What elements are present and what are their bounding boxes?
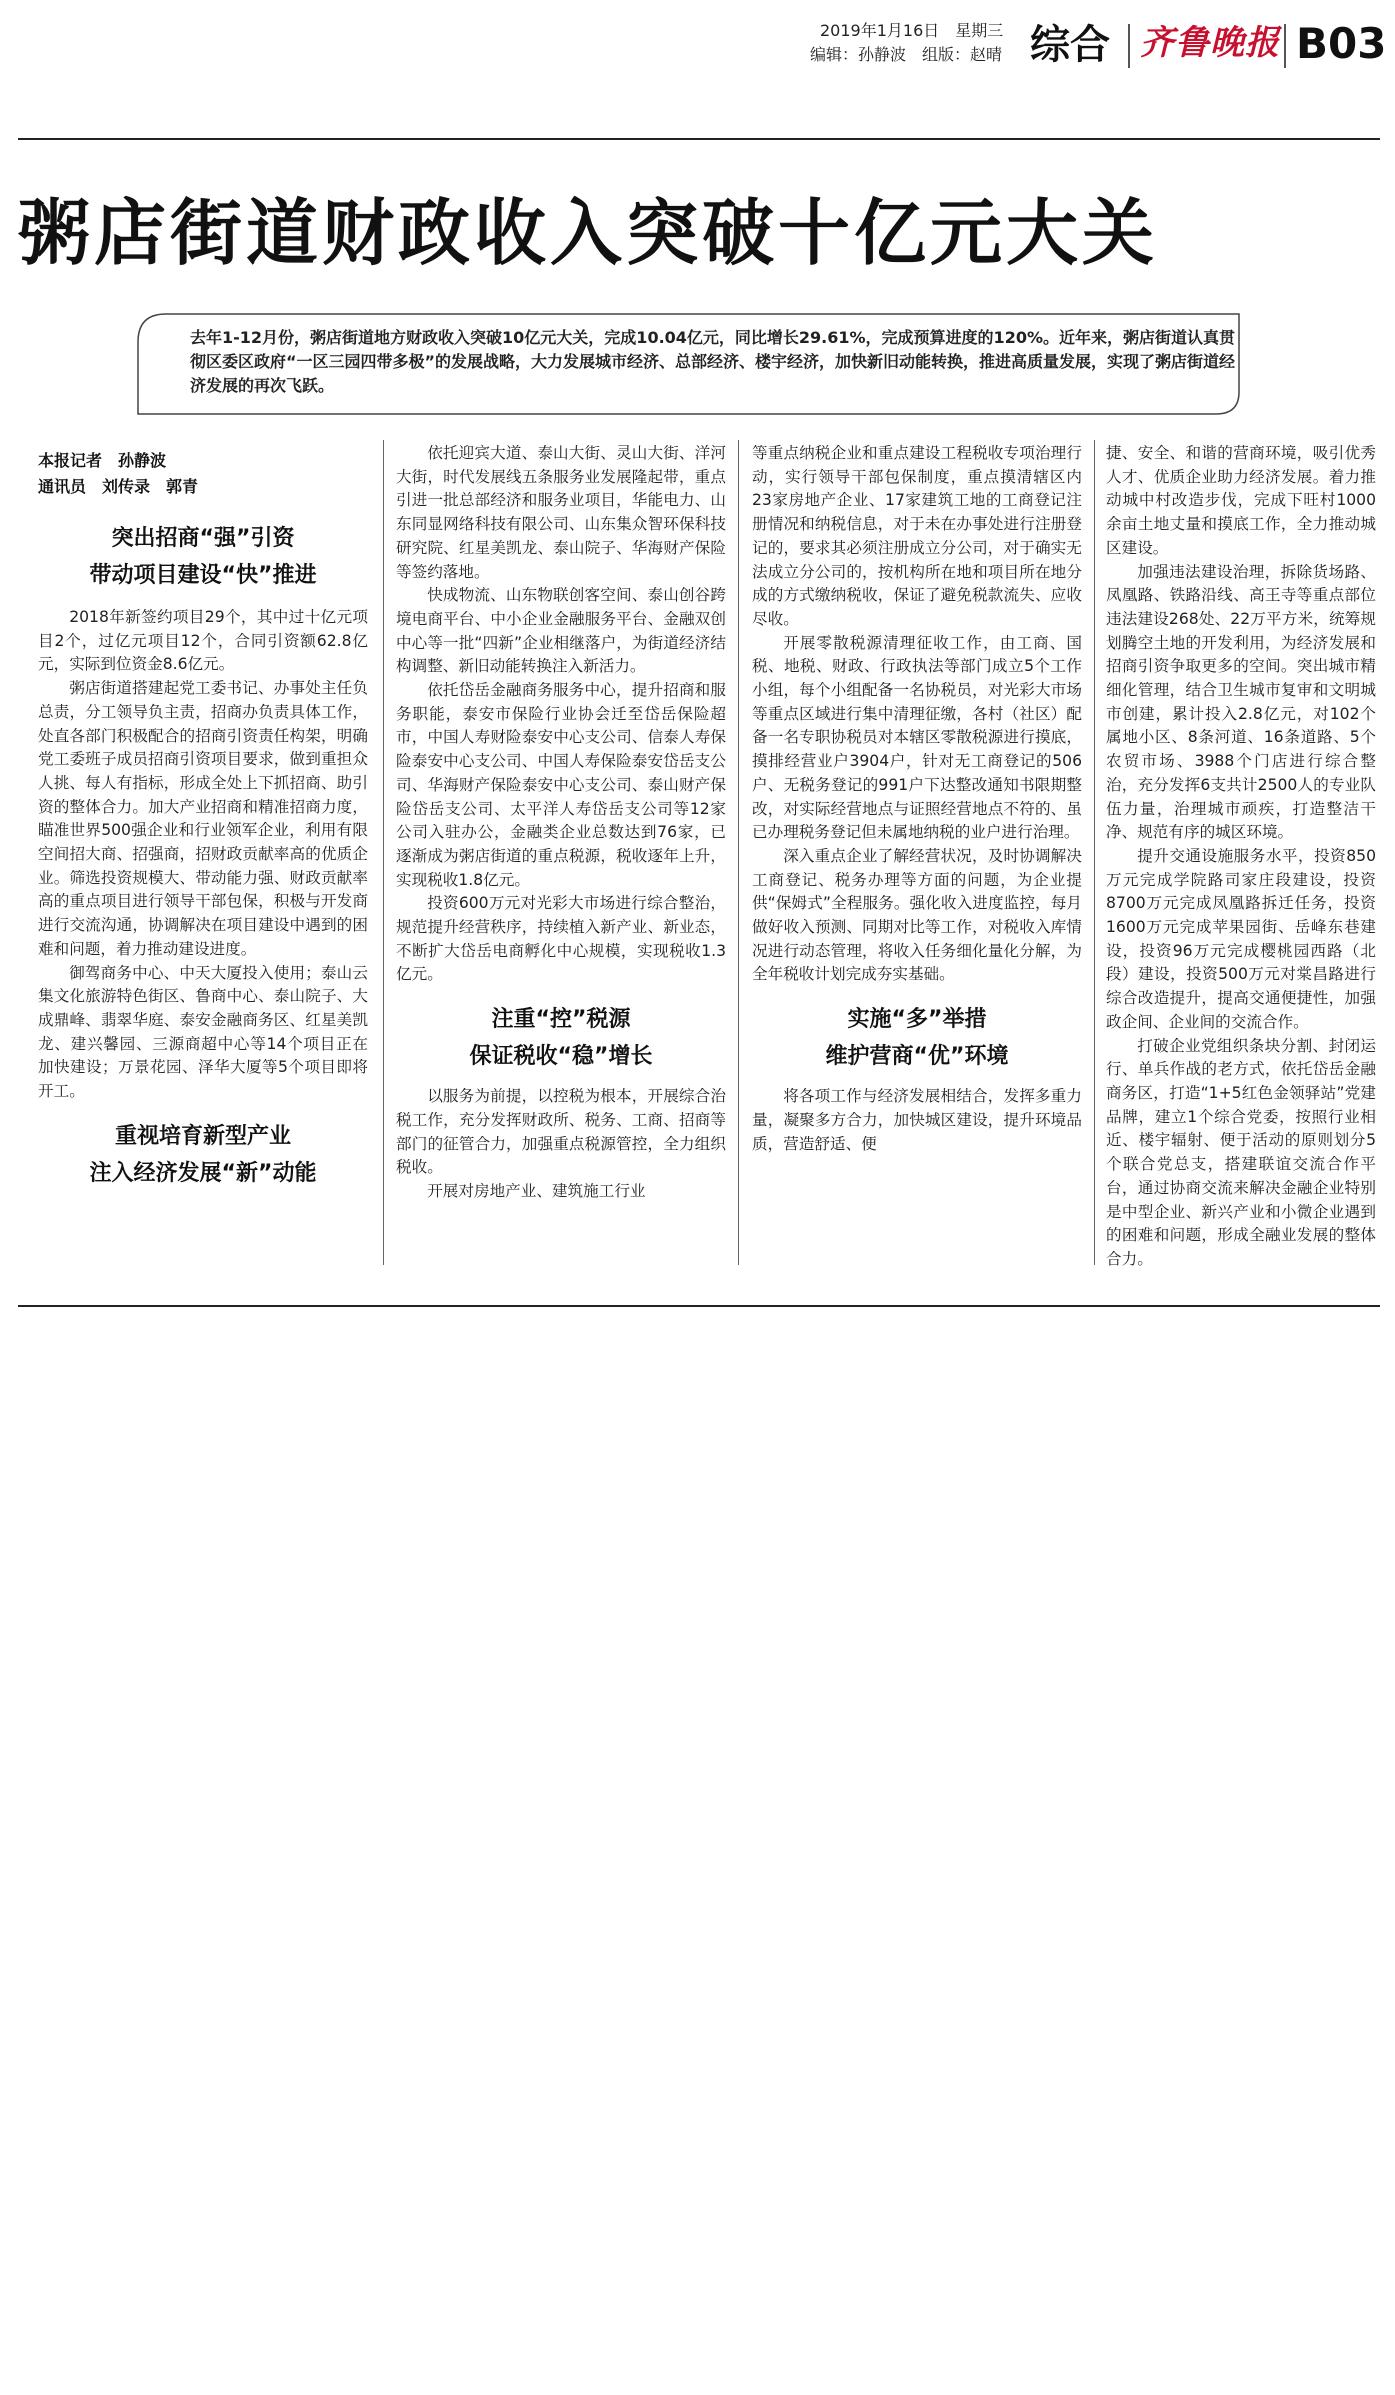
page-number: B03 bbox=[1296, 19, 1387, 68]
byline bbox=[38, 448, 368, 500]
subhead-2-line-2: 注入经济发展“新”动能 bbox=[89, 1160, 317, 1186]
headline: 粥店街道财政收入突破十亿元大关 bbox=[18, 191, 1159, 275]
column-divider bbox=[1094, 440, 1095, 1265]
paragraph: 打破企业党组织条块分割、封闭运行、单兵作战的老方式，依托岱岳金融商务区，打造“1+5红色金领驿站”党建品牌，建立1个综合党委，按照行业相近、楼宇辐射、便于活动的原则划分5个联合党总支，搭建联谊交流合作平台，通过协商交流来解决金融企业特别是中型企业、新兴产业和小微企业遇到的困难和问题，形成全融业发展的整体合力。 bbox=[1106, 1036, 1376, 1268]
subhead-1-line-2: 带动项目建设“快”推进 bbox=[89, 563, 317, 588]
paragraph: 开展对房地产业、建筑施工行业 bbox=[427, 1181, 646, 1200]
paragraph: 2018年新签约项目29个，其中过十亿元项目2个，过亿元项目12个，合同引资额62.8亿元，实际到位资金8.6亿元。 bbox=[38, 608, 368, 674]
subhead-4-line-2: 维护营商“优”环境 bbox=[825, 1044, 1009, 1070]
paragraph: 投资600万元对光彩大市场进行综合整治，规范提升经营秩序，持续植入新产业、新业态，不断扩大岱岳电商孵化中心规模，实现税收1.3亿元。 bbox=[396, 894, 726, 984]
subhead-4-line-1: 实施“多”举措 bbox=[847, 1007, 987, 1033]
column-4 bbox=[1106, 442, 1376, 1272]
summary-text: 去年1-12月份，粥店街道地方财政收入突破10亿元大关，完成10.04亿元，同比增长29.61%，完成预算进度的120%。近年来，粥店街道认真贯彻区委区政府“一区三园四带多极”的发展战略，大力发展城市经济、总部经济、楼宇经济，加快新旧动能转换，推进高质量发展，实现了粥店街道经济发展的再次飞跃。 bbox=[190, 328, 1236, 395]
newspaper-logo: 齐鲁晚报 bbox=[1140, 23, 1280, 63]
subhead-3-line-2: 保证税收“稳”增长 bbox=[469, 1044, 653, 1070]
column-divider bbox=[383, 440, 384, 1265]
paragraph: 捷、安全、和谐的营商环境，吸引优秀人才、优质企业助力经济发展。着力推动城中村改造步伐，完成下旺村1000余亩土地丈量和摸底工作，全力推动城区建设。 bbox=[1106, 444, 1376, 557]
paragraph: 开展零散税源清理征收工作，由工商、国税、地税、财政、行政执法等部门成立5个工作小组，每个小组配备一名协税员，对光彩大市场等重点区域进行集中清理征缴，各村（社区）配备一名专职协税员对本辖区零散税源进行摸底，摸排经营业户3904户，针对无工商登记的506户、无税务登记的991户下达整改通知书限期整改，对实际经营地点与证照经营地点不符的、虽已办理税务登记但未属地纳税的业户进行治理。 bbox=[752, 633, 1082, 842]
byline-reporter: 本报记者 孙静波 bbox=[38, 451, 167, 470]
editor-credits: 编辑：孙静波 组版：赵晴 bbox=[810, 45, 1003, 64]
subhead-2-line-1: 重视培育新型产业 bbox=[114, 1123, 291, 1149]
paragraph: 等重点纳税企业和重点建设工程税收专项治理行动，实行领导干部包保制度，重点摸清辖区内23家房地产企业、17家建筑工地的工商登记注册情况和纳税信息，对于未在办事处进行注册登记的，要求其必须注册成立分公司，对于确实无法成立分公司的，按机构所在地和项目所在地分成的方式缴纳税收，保证了避免税款流失、应收尽收。 bbox=[752, 444, 1082, 628]
paragraph: 御驾商务中心、中天大厦投入使用；泰山云集文化旅游特色街区、鲁商中心、泰山院子、大成鼎峰、翡翠华庭、泰安金融商务区、红星美凯龙、建兴馨园、三源商超中心等14个项目正在加快建设；万景花园、泽华大厦等5个项目即将开工。 bbox=[38, 963, 368, 1101]
paragraph: 以服务为前提，以控税为根本，开展综合治税工作，充分发挥财政所、税务、工商、招商等部门的征管合力，加强重点税源管控，全力组织税收。 bbox=[396, 1087, 726, 1177]
paragraph: 深入重点企业了解经营状况，及时协调解决工商登记、税务办理等方面的问题，为企业提供“保姆式”全程服务。强化收入进度监控，每月做好收入预测、同期对比等工作，对税收入库情况进行动态管理，将收入任务细化量化分解，为全年税收计划完成夯实基础。 bbox=[752, 846, 1082, 984]
subhead-3-line-1: 注重“控”税源 bbox=[491, 1007, 631, 1033]
column-divider bbox=[738, 440, 739, 1265]
bottom-rule bbox=[18, 1305, 1380, 1307]
header-rule bbox=[18, 138, 1380, 140]
issue-date: 2019年1月16日 星期三 bbox=[820, 21, 1004, 40]
paragraph: 将各项工作与经济发展相结合，发挥多重力量，凝聚多方合力，加快城区建设，提升环境品质，营造舒适、便 bbox=[752, 1087, 1082, 1153]
byline-correspondents: 通讯员 刘传录 郭青 bbox=[38, 477, 199, 496]
column-1 bbox=[38, 520, 368, 1192]
column-2 bbox=[396, 442, 726, 1204]
paragraph: 提升交通设施服务水平，投资850万元完成学院路司家庄段建设，投资8700万元完成凤凰路拆迁任务，投资1600万元完成苹果园街、岳峰东巷建设，投资96万元完成樱桃园西路（北段）建设，投资500万元对棠昌路进行综合改造提升，提高交通便捷性，加强政企间、企业间的交流合作。 bbox=[1106, 846, 1376, 1031]
header-divider bbox=[1128, 24, 1130, 68]
paragraph: 依托迎宾大道、泰山大街、灵山大街、洋河大街，时代发展线五条服务业发展隆起带，重点引进一批总部经济和服务业项目，华能电力、山东同显网络科技有限公司、山东集众智环保科技研究院、红星美凯龙、泰山院子、华海财产保险等签约落地。 bbox=[396, 444, 726, 581]
paragraph: 加强违法建设治理，拆除货场路、凤凰路、铁路沿线、高王寺等重点部位违法建设268处、22万平方米，统筹规划腾空土地的开发利用，为经济发展和招商引资争取更多的空间。突出城市精细化管理，结合卫生城市复审和文明城市创建，累计投入2.8亿元，对102个属地小区、8条河道、16条道路、5个农贸市场、3988个门店进行综合整治，充分发挥6支共计2500人的专业队伍力量，治理城市顽疾，打造整洁干净、规范有序的城区环境。 bbox=[1106, 562, 1376, 842]
paragraph: 粥店街道搭建起党工委书记、办事处主任负总责，分工领导负主责，招商办负责具体工作，处直各部门积极配合的招商引资责任构架，明确党工委班子成员招商引资项目要求，做到重担众人挑、每人有指标，形成全处上下抓招商、助引资的整体合力。加大产业招商和精准招商力度，瞄准世界500强企业和行业领军企业，利用有限空间招大商、招强商，招财政贡献率高的优质企业。筛选投资规模大、带动能力强、财政贡献率高的重点项目进行领导干部包保，积极与开发商进行交流沟通，协调解决在项目建设中遇到的困难和问题，着力推动建设进度。 bbox=[38, 679, 368, 958]
section-name: 综合 bbox=[1030, 22, 1110, 68]
column-3 bbox=[752, 442, 1082, 1156]
paragraph: 快成物流、山东物联创客空间、泰山创谷跨境电商平台、中小企业金融服务平台、金融双创中心等一批“四新”企业相继落户，为街道经济结构调整、新旧动能转换注入新活力。 bbox=[396, 586, 726, 676]
header-divider-2 bbox=[1284, 24, 1286, 68]
subhead-1-line-1: 突出招商“强”引资 bbox=[111, 526, 295, 551]
paragraph: 依托岱岳金融商务服务中心，提升招商和服务职能，泰安市保险行业协会迁至岱岳保险超市，中国人寿财险泰安中心支公司、信泰人寿保险泰安中心支公司、中国人寿保险泰安岱岳支公司、华海财产保险泰安中心支公司、泰山财产保险岱岳支公司、太平洋人寿岱岳支公司等12家公司入驻办公，金融类企业总数达到76家，已逐渐成为粥店街道的重点税源，税收逐年上升，实现税收1.8亿元。 bbox=[396, 681, 726, 889]
